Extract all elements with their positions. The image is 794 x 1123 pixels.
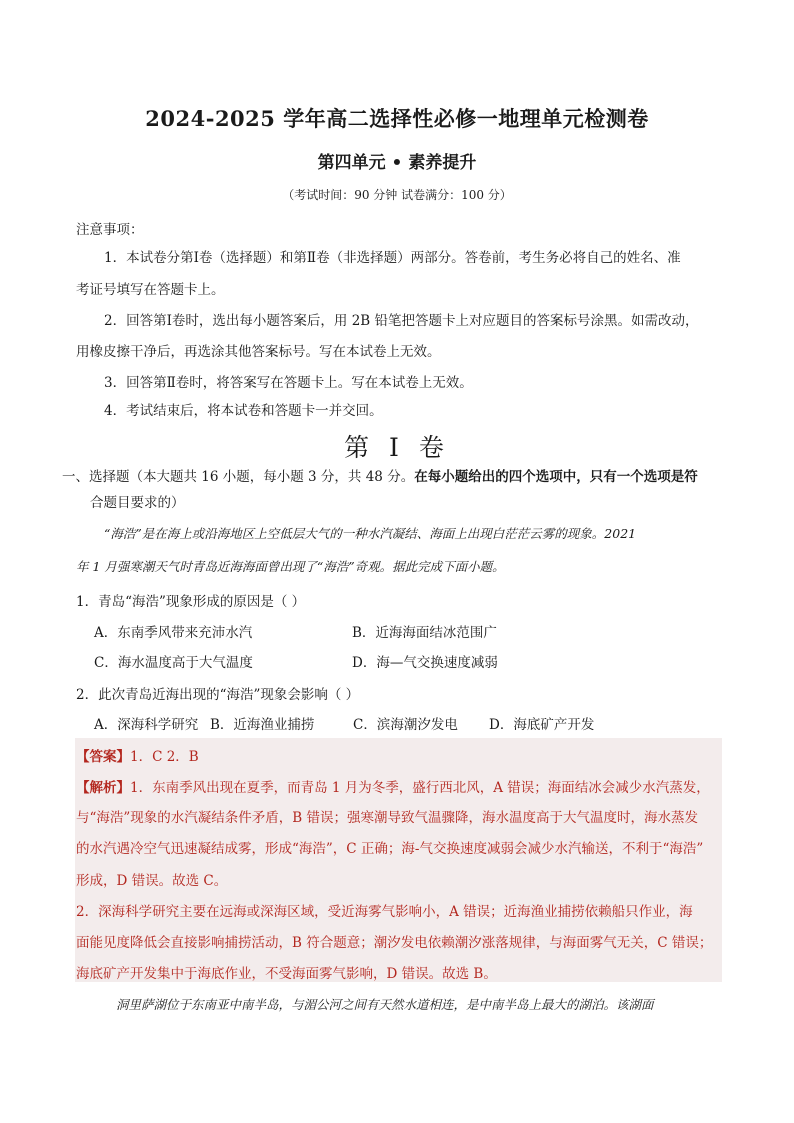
question-1-option-b: B．近海海面结冰范围广 [352,625,497,641]
next-passage-intro: 洞里萨湖位于东南亚中南半岛，与湄公河之间有天然水道相连，是中南半岛上最大的湖泊。该湖面 [116,997,654,1012]
notice-item: 2．回答第Ⅰ卷时，选出每小题答案后，用 2B 铅笔把答题卡上对应题目的答案标号涂黑。如需改动， [104,313,699,329]
analysis-text: 1．东南季风出现在夏季，而青岛 1 月为冬季，盛行西北风，A 错误；海面结冰会减少水汽蒸发， [130,780,710,796]
question-2-stem: 2．此次青岛近海出现的“海浩”现象会影响（ ） [76,687,360,703]
analysis-line: 海底矿产开发集中于海底作业，不受海面雾气影响，D 错误。故选 B。 [76,966,497,982]
question-1-stem: 1．青岛“海浩”现象形成的原因是（ ） [76,594,306,610]
analysis-line: 面能见度降低会直接影响捕捞活动，B 符合题意；潮汐发电依赖潮汐涨落规律，与海面雾气无关，C 错误； [76,935,713,951]
question-2-option-a: A．深海科学研究 [94,717,199,733]
section-prefix: 一、选择题（本大题共 16 小题，每小题 3 分，共 48 分。 [62,469,415,485]
section-heading [62,465,698,485]
analysis-line [76,776,710,796]
notice-item: 4．考试结束后，将本试卷和答题卡一并交回。 [104,403,383,419]
intro-line: “海浩”是在海上或沿海地区上空低层大气的一种水汽凝结、海面上出现白茫茫云雾的现象。2021 [104,526,637,541]
answer-text: 1．C 2．B [130,749,199,765]
notice-item: 考证号填写在答题卡上。 [76,282,225,298]
intro-line: 年 1 月强寒潮天气时青岛近海海面曾出现了“海浩”奇观。据此完成下面小题。 [76,559,505,574]
analysis-q2-prefix: 2． [76,904,99,920]
notice-item: 3．回答第Ⅱ卷时，将答案写在答题卡上。写在本试卷上无效。 [104,375,473,391]
question-2-option-d: D．海底矿产开发 [489,717,595,733]
section-heading-line2: 合题目要求的） [90,495,185,511]
question-2-option-c: C．滨海潮汐发电 [353,717,458,733]
analysis-line: 形成，D 错误。故选 C。 [76,873,228,889]
notice-item: 1．本试卷分第Ⅰ卷（选择题）和第Ⅱ卷（非选择题）两部分。答卷前，考生务必将自己的姓名、准 [104,250,681,266]
unit-subtitle: 第四单元 • 素养提升 [317,153,477,173]
analysis-line [76,900,693,920]
analysis-q2-text: 深海科学研究主要在远海或深海区域，受近海雾气影响小，A 错误；近海渔业捕捞依赖船只作业，海 [98,904,693,920]
volume-title: 第 I 卷 [344,433,450,462]
answer-line [76,745,199,765]
analysis-line: 与“海浩”现象的水汽凝结条件矛盾，B 错误；强寒潮导致气温骤降，海水温度高于大气温度时，海水蒸发 [76,810,699,826]
exam-info: （考试时间：90 分钟 试卷满分：100 分） [282,188,512,202]
answer-label: 【答案】 [76,749,130,765]
analysis-label: 【解析】 [76,780,130,796]
question-2-option-b: B．近海渔业捕捞 [210,717,315,733]
question-1-option-c: C．海水温度高于大气温度 [94,655,253,671]
section-bold: 在每小题给出的四个选项中，只有一个选项是符 [414,469,698,485]
question-1-option-d: D．海—气交换速度减弱 [352,655,498,671]
page-title: 2024-2025 学年高二选择性必修一地理单元检测卷 [145,106,649,131]
notice-heading: 注意事项： [76,222,144,238]
notice-item: 用橡皮擦干净后，再选涂其他答案标号。写在本试卷上无效。 [76,344,441,360]
analysis-line: 的水汽遇冷空气迅速凝结成雾，形成“海浩”，C 正确；海-气交换速度减弱会减少水汽输送，不利于“海浩” [76,841,704,857]
question-1-option-a: A．东南季风带来充沛水汽 [94,625,253,641]
